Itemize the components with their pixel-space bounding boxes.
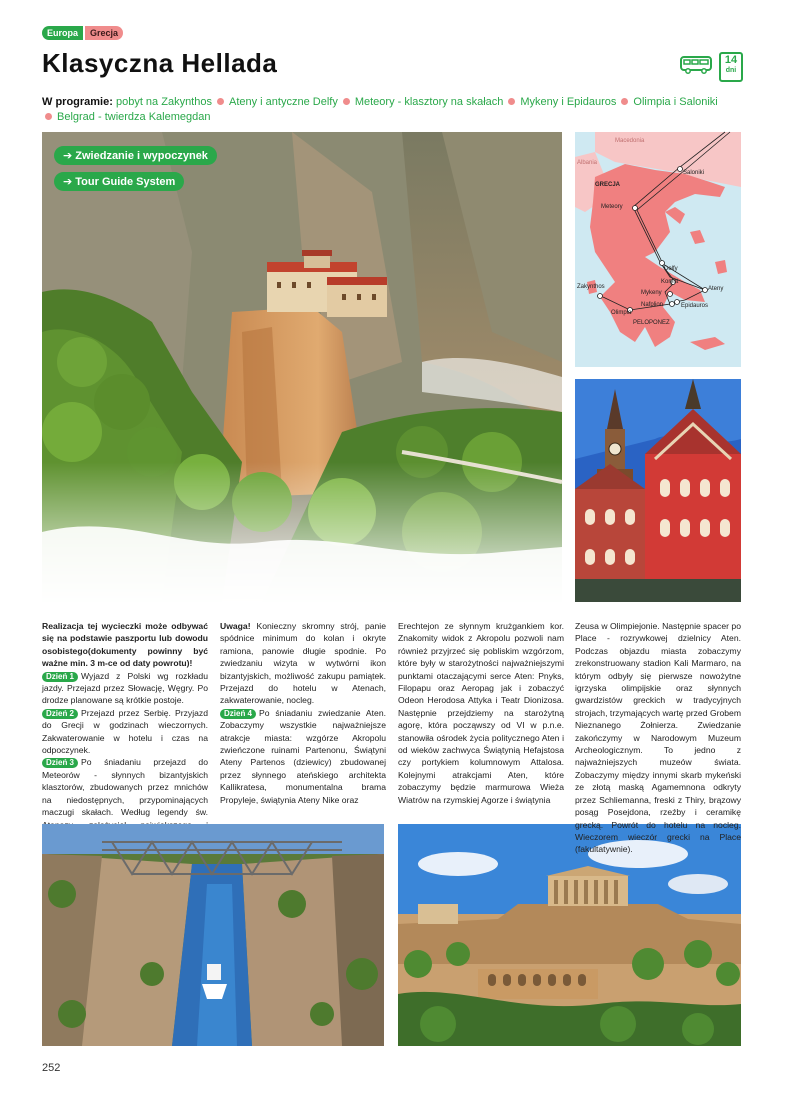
map-label-zakynthos: Zakynthos bbox=[577, 284, 605, 290]
day1-text: Wyjazd z Polski wg rozkładu jazdy. Przejazd przez Słowację, Węgry. Po drodze planowane są krótkie postoje. bbox=[42, 670, 208, 706]
page-title: Klasyczna Hellada bbox=[42, 48, 278, 78]
text-column-2 bbox=[220, 620, 386, 816]
uwaga-label: Uwaga! bbox=[220, 621, 251, 631]
bullet-dot-icon bbox=[45, 113, 52, 120]
corinth-canal-photo bbox=[42, 824, 384, 1046]
map-label-mykeny: Mykeny bbox=[641, 290, 662, 296]
intro-notice: Realizacja tej wycieczki może odbywać się na podstawie paszportu lub dowodu osobistego(dokumenty powinny być ważne min. 3 m-ce od daty powrotu)! bbox=[42, 621, 208, 669]
map-label-grecja: GRECJA bbox=[595, 182, 621, 188]
day4-text-continued: Zeusa w Olimpiejonie. Następnie spacer po Place - rozrywkowej dzielnicy Aten. Podczas objazdu miasta zobaczymy zrekonstruowany stadion Kali Marmaro, na którym odbyły się pierwsze nowożytne igrzyska olimpijskie oraz słynnych gwardzistów greckich w tradycyjnych strojach, trzymających wartę przed Grobem Nieznanego Żołnierza. Zwiedzanie zakończymy w Narodowym Muzeum Archeologicznym. To jedno z najważniejszych muzeów świata. Zobaczymy między innymi skarb mykeński ze złotą maską Agamemnona odkryty przez Schliemanna, freski z Thiry, brązowy posąg Posejdona, rzeźby i ceramikę grecką. Powrót do hotelu na nocleg. Wieczorem wieczór grecki na Place (fakultatywnie). bbox=[575, 621, 741, 855]
page-number: 252 bbox=[42, 1062, 61, 1074]
map-label-delfy: Delfy bbox=[664, 266, 678, 272]
day-badge: Dzień 4 bbox=[220, 709, 256, 719]
bullet-dot-icon bbox=[508, 98, 515, 105]
acropolis-illustration bbox=[398, 824, 741, 1046]
program-label: W programie: bbox=[42, 96, 113, 108]
bullet-dot-icon bbox=[621, 98, 628, 105]
tag-sightseeing: ➔ Zwiedzanie i wypoczynek bbox=[54, 146, 217, 165]
breadcrumb bbox=[42, 26, 123, 40]
acropolis-photo bbox=[398, 824, 741, 1046]
day4-text-continued: Erechtejon ze słynnym krużgankiem kor. Znakomity widok z Akropolu pozwoli nam również przyjrzeć się pobliskim wzgórzom, które były w starożytności najważniejszymi punktami otaczającymi serce Aten: Pnyks, Filopapu oraz Aeropag jak i zobaczyć Odeon Herodosa Attyka i Teatr Dionizosa. Następnie przejdziemy na starożytną agorę, która począwszy od VI w p.n.e. stanowiła ośrodek życia politycznego Aten i od wieków zachwyca Świątynią Hefajstosa czy portykiem kolumnowym Attalosa. Kolejnymi atrakcjami Aten, które zobaczymy będzie marmurowa Wieża Wiatrów na rzymskiej Agorze i świątynia bbox=[398, 621, 564, 805]
duration-unit: dni bbox=[725, 67, 737, 74]
map-label-peloponez: PELOPONEZ bbox=[633, 320, 670, 326]
day-badge: Dzień 1 bbox=[42, 672, 78, 682]
duration-badge bbox=[719, 52, 743, 82]
program-list bbox=[42, 95, 742, 125]
breadcrumb-country[interactable]: Grecja bbox=[85, 26, 123, 40]
day3-text-continued: Konieczny skromny strój, panie spódnice minimum do kolan i okryte ramiona, panowie długie spodnie. Po zwiedzaniu wizyta w wytwórni ikon bizantyjskich, możliwość zakupu pamiątek. Przejazd do hotelu w Atenach, zakwaterowanie, nocleg. bbox=[220, 621, 386, 706]
program-item: Ateny i antyczne Delfy bbox=[228, 96, 338, 108]
program-item: Mykeny i Epidauros bbox=[520, 96, 617, 108]
day2-text: Przejazd przez Serbię. Przyjazd do Grecji w godzinach wieczornych. Zakwaterowanie w hotelu i czas na odpoczynek. bbox=[42, 707, 208, 756]
breadcrumb-region[interactable]: Europa bbox=[42, 26, 83, 40]
day-badge: Dzień 3 bbox=[42, 758, 78, 768]
day3-text: Po śniadaniu przejazd do Meteorów - słynnych bizantyjskich klasztorów, zbudowanych przez mnichów na niedostępnych, przypominających maczugi skałach. Według legendy św. bbox=[42, 757, 208, 818]
bullet-dot-icon bbox=[343, 98, 350, 105]
church-photo bbox=[575, 379, 741, 602]
day-badge: Dzień 2 bbox=[42, 709, 78, 719]
program-item: pobyt na Zakynthos bbox=[115, 96, 212, 108]
day4-text: Po śniadaniu zwiedzanie Aten. Zobaczymy wszystkie najważniejsze atrakcje miasta: wzgórze Akropolu zwieńczone ruinami Partenonu, Świątyni Ateny Partenos (dziewicy) zbudowanej przez słynnego ateńskiego architekta Kallikratesa, monumentalna brama Propyleje, świątynia Ateny Nike oraz bbox=[220, 707, 386, 805]
canal-illustration bbox=[42, 824, 384, 1046]
map-label-ateny: Ateny bbox=[708, 286, 724, 292]
map-label-saloniki: Saloniki bbox=[683, 170, 705, 176]
program-item: Meteory - klasztory na skałach bbox=[354, 96, 504, 108]
bullet-dot-icon bbox=[217, 98, 224, 105]
map-label-nafplion: Nafplion bbox=[641, 302, 664, 308]
program-item: Belgrad - twierdza Kalemegdan bbox=[57, 111, 211, 123]
route-map bbox=[575, 132, 741, 367]
tag-tour-guide: ➔ Tour Guide System bbox=[54, 172, 184, 191]
bus-icon bbox=[680, 56, 712, 74]
map-label-albania: Albania bbox=[577, 160, 598, 166]
meteora-photo bbox=[42, 132, 562, 602]
text-column-3 bbox=[398, 620, 564, 816]
meteora-illustration bbox=[42, 132, 562, 602]
map-label-olimpia: Olimpia bbox=[611, 310, 632, 316]
program-item: Olimpia i Saloniki bbox=[633, 96, 718, 108]
map-label-epidauros: Epidauros bbox=[681, 303, 709, 309]
greece-map-illustration bbox=[575, 132, 741, 367]
map-label-korynt: Korynt bbox=[661, 279, 679, 285]
map-label-macedonia: Macedonia bbox=[615, 138, 645, 144]
church-illustration bbox=[575, 379, 741, 602]
text-column-1 bbox=[42, 620, 208, 816]
text-column-4 bbox=[575, 620, 741, 855]
map-label-meteory: Meteory bbox=[601, 204, 623, 210]
duration-days: 14 bbox=[724, 54, 738, 66]
